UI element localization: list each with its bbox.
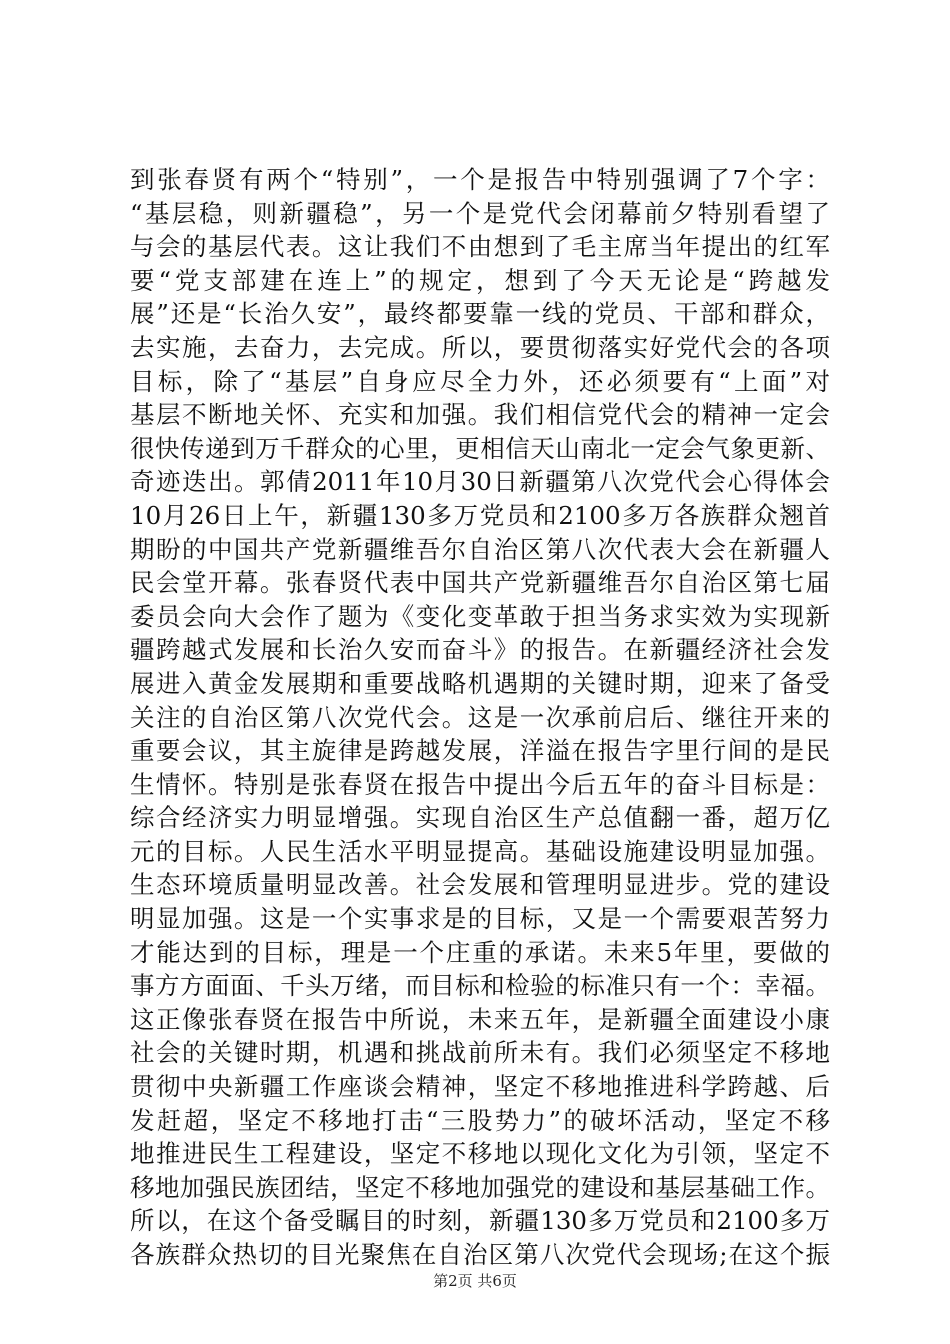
text-line: 委员会向大会作了题为《变化变革敢于担当务求实效为实现新 [130, 601, 830, 631]
text-line: 10月26日上午，新疆130多万党员和2100多万各族群众翘首 [130, 500, 830, 530]
text-line: 要“党支部建在连上”的规定，想到了今天无论是“跨越发 [130, 265, 830, 295]
text-line: 所以，在这个备受瞩目的时刻，新疆130多万党员和2100多万 [130, 1206, 830, 1236]
text-line: 去实施，去奋力，去完成。所以，要贯彻落实好党代会的各项 [130, 332, 830, 362]
text-line: 重要会议，其主旋律是跨越发展，洋溢在报告字里行间的是民 [130, 736, 830, 766]
text-line: 与会的基层代表。这让我们不由想到了毛主席当年提出的红军 [130, 232, 830, 262]
text-line: 这正像张春贤在报告中所说，未来五年，是新疆全面建设小康 [130, 1004, 830, 1034]
text-line: 事方方面面、千头万绪，而目标和检验的标准只有一个：幸福。 [130, 971, 830, 1001]
text-line: 展进入黄金发展期和重要战略机遇期的关键时期，迎来了备受 [130, 668, 830, 698]
text-line: 才能达到的目标，理是一个庄重的承诺。未来5年里，要做的 [130, 937, 830, 967]
text-line: 基层不断地关怀、充实和加强。我们相信党代会的精神一定会 [130, 400, 830, 430]
text-line: 贯彻中央新疆工作座谈会精神，坚定不移地推进科学跨越、后 [130, 1072, 830, 1102]
text-line: 到张春贤有两个“特别”，一个是报告中特别强调了7个字： [130, 165, 830, 194]
text-line: 明显加强。这是一个实事求是的目标，又是一个需要艰苦努力 [130, 904, 830, 934]
text-line: 元的目标。人民生活水平明显提高。基础设施建设明显加强。 [130, 836, 830, 866]
text-line: 综合经济实力明显增强。实现自治区生产总值翻一番，超万亿 [130, 803, 830, 833]
text-line: 地推进民生工程建设，坚定不移地以现化文化为引领，坚定不 [130, 1139, 830, 1169]
body-text [130, 163, 830, 1272]
page-footer: 第2页 共6页 [433, 1272, 517, 1290]
text-line: 发赶超，坚定不移地打击“三股势力”的破坏活动，坚定不移 [130, 1105, 830, 1135]
text-line: 目标，除了“基层”自身应尽全力外，还必须要有“上面”对 [130, 366, 830, 396]
text-line: 社会的关键时期，机遇和挑战前所未有。我们必须坚定不移地 [130, 1038, 830, 1068]
text-line: 关注的自治区第八次党代会。这是一次承前启后、继往开来的 [130, 702, 830, 732]
text-line: “基层稳，则新疆稳”，另一个是党代会闭幕前夕特别看望了 [130, 198, 830, 228]
text-line: 各族群众热切的目光聚焦在自治区第八次党代会现场;在这个振 [130, 1240, 830, 1269]
text-line: 移地加强民族团结，坚定不移地加强党的建设和基层基础工作。 [130, 1172, 830, 1202]
text-line: 很快传递到万千群众的心里，更相信天山南北一定会气象更新、 [130, 433, 830, 463]
text-line: 生态环境质量明显改善。社会发展和管理明显进步。党的建设 [130, 870, 830, 900]
text-line: 民会堂开幕。张春贤代表中国共产党新疆维吾尔自治区第七届 [130, 568, 830, 598]
text-line: 生情怀。特别是张春贤在报告中提出今后五年的奋斗目标是： [130, 769, 830, 799]
text-line: 期盼的中国共产党新疆维吾尔自治区第八次代表大会在新疆人 [130, 534, 830, 564]
text-line: 奇迹迭出。郭倩2011年10月30日新疆第八次党代会心得体会 [130, 467, 830, 497]
text-line: 疆跨越式发展和长治久安而奋斗》的报告。在新疆经济社会发 [130, 635, 830, 665]
text-line: 展”还是“长治久安”，最终都要靠一线的党员、干部和群众， [130, 299, 830, 329]
